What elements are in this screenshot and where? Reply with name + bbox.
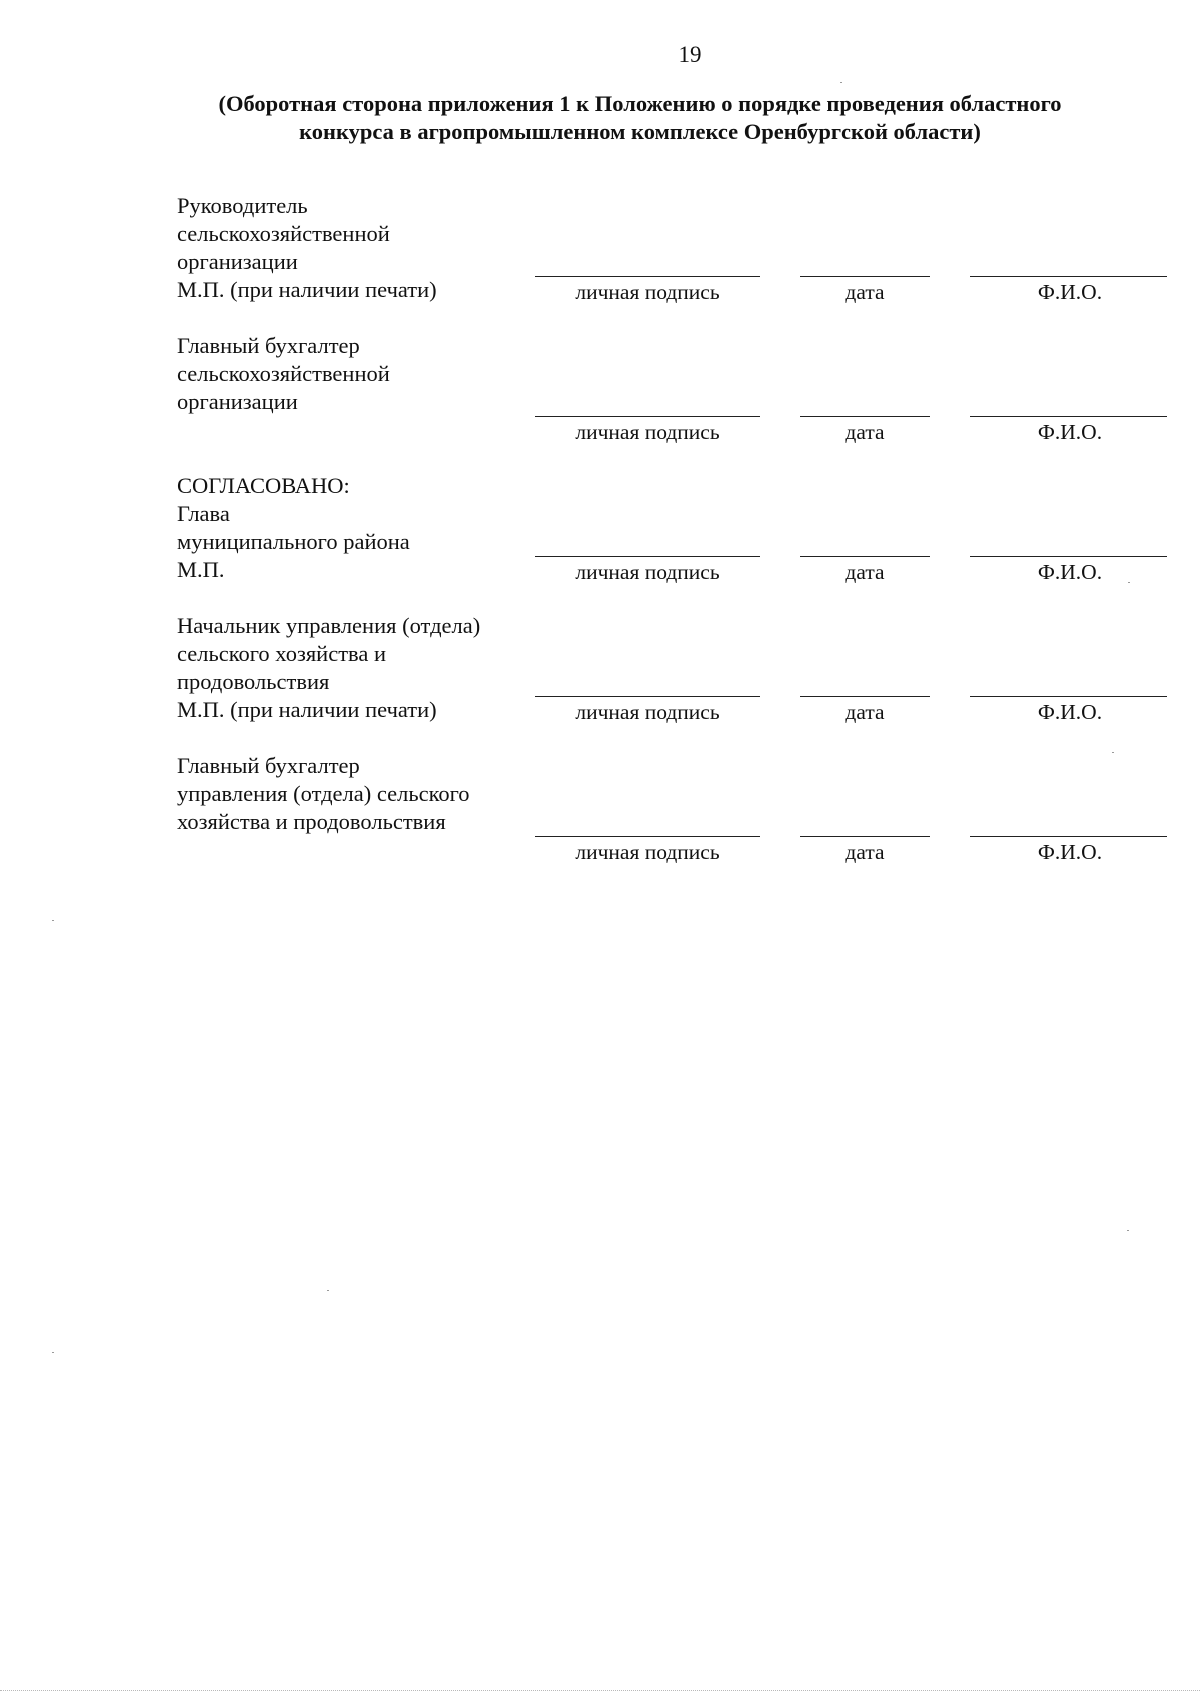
signature-caption: личная подпись xyxy=(575,560,720,584)
date-line[interactable] xyxy=(800,836,930,837)
fio-caption: Ф.И.О. xyxy=(1037,560,1103,584)
date-line[interactable] xyxy=(800,276,930,277)
fio-caption: Ф.И.О. xyxy=(1037,700,1103,724)
role-label-line: муниципального района xyxy=(177,529,410,554)
scan-speck xyxy=(52,920,54,921)
date-caption: дата xyxy=(845,700,885,724)
role-label-line: управления (отдела) сельского xyxy=(177,781,470,806)
signature-caption: личная подпись xyxy=(575,420,720,444)
fio-caption: Ф.И.О. xyxy=(1037,420,1103,444)
fio-line[interactable] xyxy=(970,416,1167,417)
title-line: (Оборотная сторона приложения 1 к Положению о порядке проведения областного xyxy=(218,91,1062,116)
fio-line[interactable] xyxy=(970,556,1167,557)
title-line: конкурса в агропромышленном комплексе Оренбургской области) xyxy=(299,119,981,144)
role-label-line: М.П. (при наличии печати) xyxy=(177,277,437,302)
fio-line[interactable] xyxy=(970,276,1167,277)
signature-line[interactable] xyxy=(535,556,760,557)
signature-caption: личная подпись xyxy=(575,840,720,864)
scan-speck xyxy=(1128,582,1130,583)
page-number: 19 xyxy=(678,42,702,67)
approved-heading: СОГЛАСОВАНО: xyxy=(177,473,350,498)
role-label-line: Руководитель xyxy=(177,193,308,218)
date-line[interactable] xyxy=(800,556,930,557)
role-label-line: сельскохозяйственной xyxy=(177,221,390,246)
role-label-line: М.П. (при наличии печати) xyxy=(177,697,437,722)
scan-speck xyxy=(1112,752,1114,753)
role-label-line: хозяйства и продовольствия xyxy=(177,809,446,834)
signature-line[interactable] xyxy=(535,416,760,417)
role-label-line: Начальник управления (отдела) xyxy=(177,613,481,638)
role-label-line: продовольствия xyxy=(177,669,330,694)
document-title xyxy=(180,90,1100,146)
date-caption: дата xyxy=(845,560,885,584)
scan-speck xyxy=(327,1290,329,1291)
scan-speck xyxy=(1127,1230,1129,1231)
scan-speck xyxy=(840,82,842,83)
date-line[interactable] xyxy=(800,416,930,417)
date-caption: дата xyxy=(845,280,885,304)
bottom-scan-edge xyxy=(0,1690,1200,1691)
role-label-line: сельского хозяйства и xyxy=(177,641,387,666)
scan-speck xyxy=(52,1352,54,1353)
role-label-line: Главный бухгалтер xyxy=(177,333,360,358)
signature-line[interactable] xyxy=(535,276,760,277)
fio-caption: Ф.И.О. xyxy=(1037,840,1103,864)
signature-line[interactable] xyxy=(535,696,760,697)
signature-line[interactable] xyxy=(535,836,760,837)
date-caption: дата xyxy=(845,840,885,864)
role-label-line: Главный бухгалтер xyxy=(177,753,360,778)
date-line[interactable] xyxy=(800,696,930,697)
date-caption: дата xyxy=(845,420,885,444)
fio-line[interactable] xyxy=(970,836,1167,837)
role-label-line: организации xyxy=(177,249,298,274)
role-label-line: М.П. xyxy=(177,557,225,582)
signature-caption: личная подпись xyxy=(575,280,720,304)
role-label-line: организации xyxy=(177,389,298,414)
role-label-line: сельскохозяйственной xyxy=(177,361,390,386)
role-label-line: Глава xyxy=(177,501,230,526)
fio-caption: Ф.И.О. xyxy=(1037,280,1103,304)
signature-caption: личная подпись xyxy=(575,700,720,724)
fio-line[interactable] xyxy=(970,696,1167,697)
